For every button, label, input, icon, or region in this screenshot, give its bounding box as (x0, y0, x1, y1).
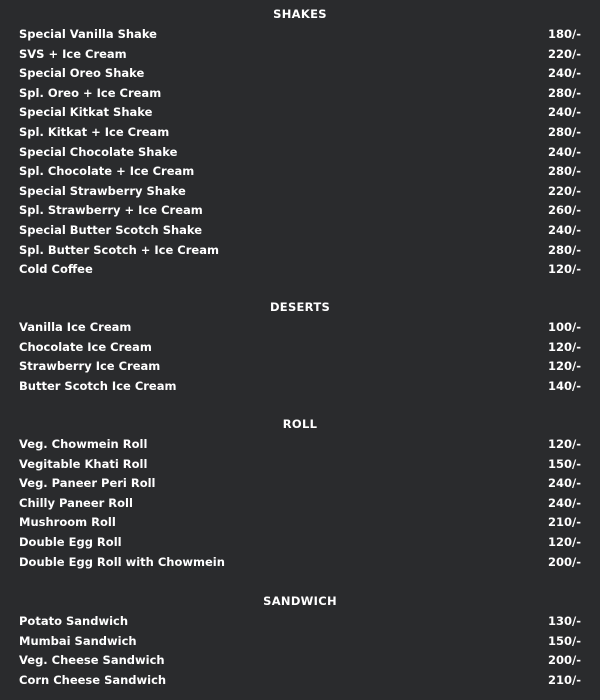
item-price: 120/- (548, 437, 581, 451)
item-price: 220/- (548, 46, 581, 61)
item-name: Potato Sandwich (19, 614, 129, 628)
item-price: 180/- (548, 27, 581, 41)
item-name: Special Strawberry Shake (19, 183, 186, 198)
item-price: 240/- (548, 495, 581, 510)
item-price: 120/- (548, 534, 581, 549)
menu-item (0, 201, 600, 221)
item-name: Spl. Butter Scotch + Ice Cream (19, 242, 219, 257)
menu-item (0, 612, 600, 632)
section-title: SHAKES (273, 7, 327, 21)
section-shakes (0, 5, 600, 280)
section-deserts (0, 298, 600, 396)
item-price: 120/- (548, 359, 581, 374)
menu-item (0, 221, 600, 241)
item-price: 280/- (548, 164, 581, 179)
menu-item (0, 435, 600, 455)
item-name: Veg. Cheese Sandwich (19, 653, 165, 668)
menu-item (0, 64, 600, 84)
menu-item (0, 553, 600, 573)
item-price: 200/- (548, 554, 581, 569)
item-price: 120/- (548, 339, 581, 354)
menu-item (0, 162, 600, 182)
item-name: Special Kitkat Shake (19, 105, 153, 120)
menu-item (0, 260, 600, 280)
item-name: Special Vanilla Shake (19, 27, 157, 41)
item-name: Chilly Paneer Roll (19, 495, 133, 510)
item-price: 120/- (548, 262, 581, 277)
item-price: 240/- (548, 476, 581, 491)
item-name: SVS + Ice Cream (19, 46, 127, 61)
menu-item (0, 632, 600, 652)
menu-item (0, 103, 600, 123)
item-price: 150/- (548, 633, 581, 648)
item-name: Spl. Strawberry + Ice Cream (19, 203, 203, 218)
item-name: Spl. Oreo + Ice Cream (19, 85, 162, 100)
item-name: Veg. Paneer Peri Roll (19, 476, 156, 491)
menu-item (0, 651, 600, 671)
item-price: 130/- (548, 614, 581, 628)
menu-item (0, 357, 600, 377)
item-name: Special Butter Scotch Shake (19, 222, 203, 237)
section-title: DESERTS (269, 300, 331, 314)
menu-item (0, 671, 600, 691)
item-name: Cold Coffee (19, 262, 93, 277)
item-name: Double Egg Roll with Chowmein (19, 554, 225, 569)
item-name: Spl. Kitkat + Ice Cream (19, 124, 170, 139)
item-name: Double Egg Roll (19, 534, 122, 549)
section-roll (0, 415, 600, 572)
item-price: 150/- (548, 456, 581, 471)
menu-item (0, 84, 600, 104)
item-price: 210/- (548, 515, 581, 530)
menu-item (0, 513, 600, 533)
item-price: 260/- (548, 203, 581, 218)
item-name: Spl. Chocolate + Ice Cream (19, 164, 195, 179)
menu-item (0, 474, 600, 494)
menu-item (0, 318, 600, 338)
menu-item (0, 377, 600, 397)
item-price: 240/- (548, 222, 581, 237)
menu-item (0, 45, 600, 65)
item-price: 240/- (548, 105, 581, 120)
item-price: 100/- (548, 320, 581, 334)
menu-item (0, 338, 600, 358)
item-price: 280/- (548, 124, 581, 139)
item-price: 220/- (548, 183, 581, 198)
item-price: 200/- (548, 653, 581, 668)
item-name: Special Oreo Shake (19, 66, 145, 81)
item-name: Mumbai Sandwich (19, 633, 137, 648)
menu-item (0, 182, 600, 202)
item-price: 280/- (548, 242, 581, 257)
section-sandwich (0, 592, 600, 690)
item-name: Strawberry Ice Cream (19, 359, 161, 374)
menu-item (0, 455, 600, 475)
item-price: 140/- (548, 378, 581, 393)
menu-item (0, 123, 600, 143)
section-title: ROLL (282, 417, 318, 431)
item-price: 240/- (548, 144, 581, 159)
menu-item (0, 241, 600, 261)
item-name: Special Chocolate Shake (19, 144, 178, 159)
menu-item (0, 533, 600, 553)
menu-item (0, 143, 600, 163)
menu-item (0, 25, 600, 45)
item-name: Mushroom Roll (19, 515, 116, 530)
item-name: Veg. Chowmein Roll (19, 437, 148, 451)
item-name: Butter Scotch Ice Cream (19, 378, 177, 393)
item-name: Chocolate Ice Cream (19, 339, 152, 354)
menu-item (0, 494, 600, 514)
item-price: 240/- (548, 66, 581, 81)
item-name: Corn Cheese Sandwich (19, 672, 167, 687)
item-name: Vanilla Ice Cream (19, 320, 132, 334)
item-price: 280/- (548, 85, 581, 100)
section-title: SANDWICH (263, 594, 337, 608)
item-price: 210/- (548, 672, 581, 687)
item-name: Vegitable Khati Roll (19, 456, 148, 471)
